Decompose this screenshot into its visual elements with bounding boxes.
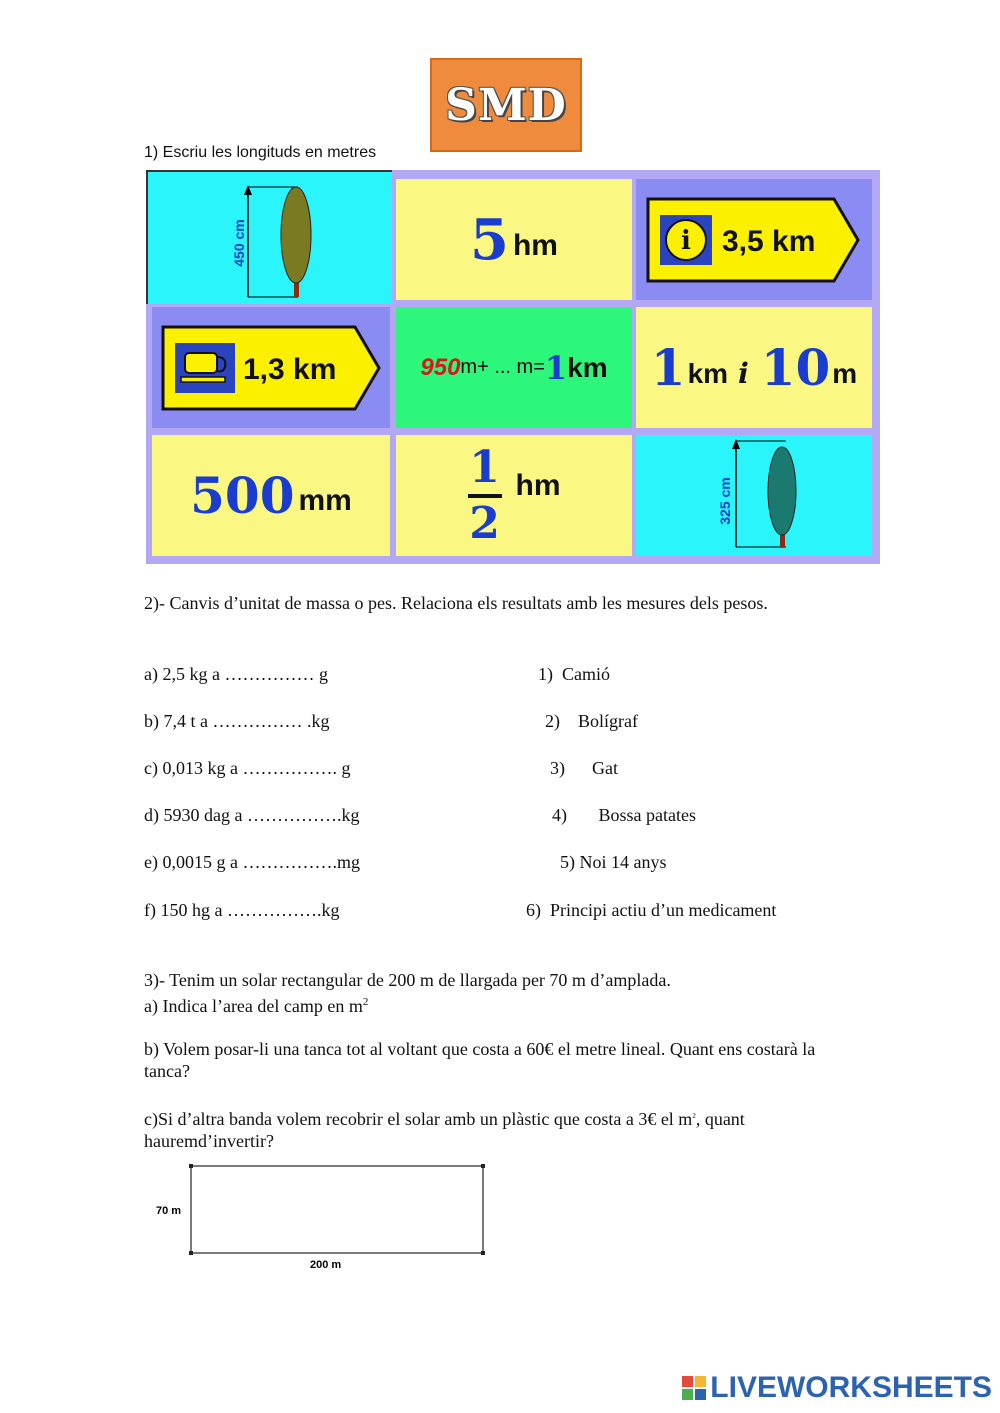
value-number: 10 [760,338,831,397]
superscript: 2 [362,996,369,1008]
equation-part: 950 [420,353,461,381]
cell-sign-3-5km [636,179,872,300]
q2-item-f: f) 150 hg a …………….kg [144,900,340,920]
q2-item-d: d) 5930 dag a …………….kg [144,805,360,825]
direction-sign [644,195,864,285]
field-rectangle-diagram [150,1160,522,1278]
length-grid [146,170,880,564]
q2-match-4: 4) Bossa patates [552,805,696,825]
value-number: 1 [650,338,686,397]
value-unit: hm [512,228,558,262]
sign-distance: 1,3 km [243,352,337,386]
q2-item-a: a) 2,5 kg a …………… g [144,664,328,684]
q3-part-c-text: c)Si d’altra banda volem recobrir el solar amb un plàstic que costa a 3€ el m [144,1109,693,1129]
fraction-denominator: 2 [469,497,500,549]
q2-match-5: 5) Noi 14 anys [560,852,667,872]
q2-item-c: c) 0,013 kg a ……………. g [144,758,351,778]
value-unit: mm [298,483,352,517]
q2-match-1: 1) Camió [538,664,610,684]
liveworksheets-logo-icon [682,1376,706,1400]
cell-half-hm [396,435,632,556]
equation-part: m+ ... m= [460,356,545,378]
equation-part: km [567,351,608,383]
value-unit: hm [515,468,561,502]
cell-tree-450 [146,170,392,304]
q3-part-c-text-end: , quant hauremd’invertir? [144,1109,745,1151]
q2-match-6: 6) Principi actiu d’un medicament [526,900,777,920]
cell-500mm [152,435,390,556]
tree1-height-label: 450 cm [231,219,247,267]
conjunction: i [738,357,749,390]
cell-tree-325 [636,435,872,556]
q3-part-a-text: a) Indica l’area del camp en m [144,996,363,1016]
tree2-height-label: 325 cm [717,477,733,525]
fraction [468,441,502,549]
question-1-heading: 1) Escriu les longituds en metres [144,144,377,161]
question-2-heading: 2)- Canvis d’unitat de massa o pes. Relaciona els resultats amb les mesures dels pesos. [144,593,768,613]
rect-height-label: 70 m [156,1205,182,1217]
equation-part: 1 [544,348,568,387]
question-3-heading: 3)- Tenim un solar rectangular de 200 m de llargada per 70 m d’amplada. [144,970,671,990]
q2-item-b: b) 7,4 t a …………… .kg [144,711,330,731]
liveworksheets-logo-text: LIVEWORKSHEETS [710,1371,992,1404]
cell-sign-1-3km [152,307,390,428]
q2-match-2: 2) Bolígraf [545,711,638,731]
value-unit: m [832,357,858,389]
fraction-numerator: 1 [469,441,500,493]
q2-match-3: 3) Gat [550,758,618,778]
svg-text:i: i [681,225,691,256]
title-box [430,58,582,152]
tree-icon [148,171,392,304]
page-title: SMD [445,79,567,131]
cell-1km-10m [636,307,872,428]
value-number: 5 [470,206,509,273]
direction-sign [159,323,383,413]
q3-part-c [144,1105,844,1152]
sign-distance: 3,5 km [722,224,816,258]
q3-part-b: b) Volem posar-li una tanca tot al voltant que costa a 60€ el metre lineal. Quant ens costarà la tanca? [144,1039,816,1081]
value-unit: km [687,357,729,389]
rect-width-label: 200 m [310,1259,342,1271]
liveworksheets-logo [682,1371,992,1405]
cell-950m-equation [396,307,632,428]
superscript: 2 [692,1112,696,1120]
cell-5hm [396,179,632,300]
q3-part-a [144,991,368,1017]
tree-icon [636,435,872,556]
value-number: 500 [190,466,295,525]
q2-item-e: e) 0,0015 g a …………….mg [144,852,360,872]
fraction-bar [468,494,502,498]
